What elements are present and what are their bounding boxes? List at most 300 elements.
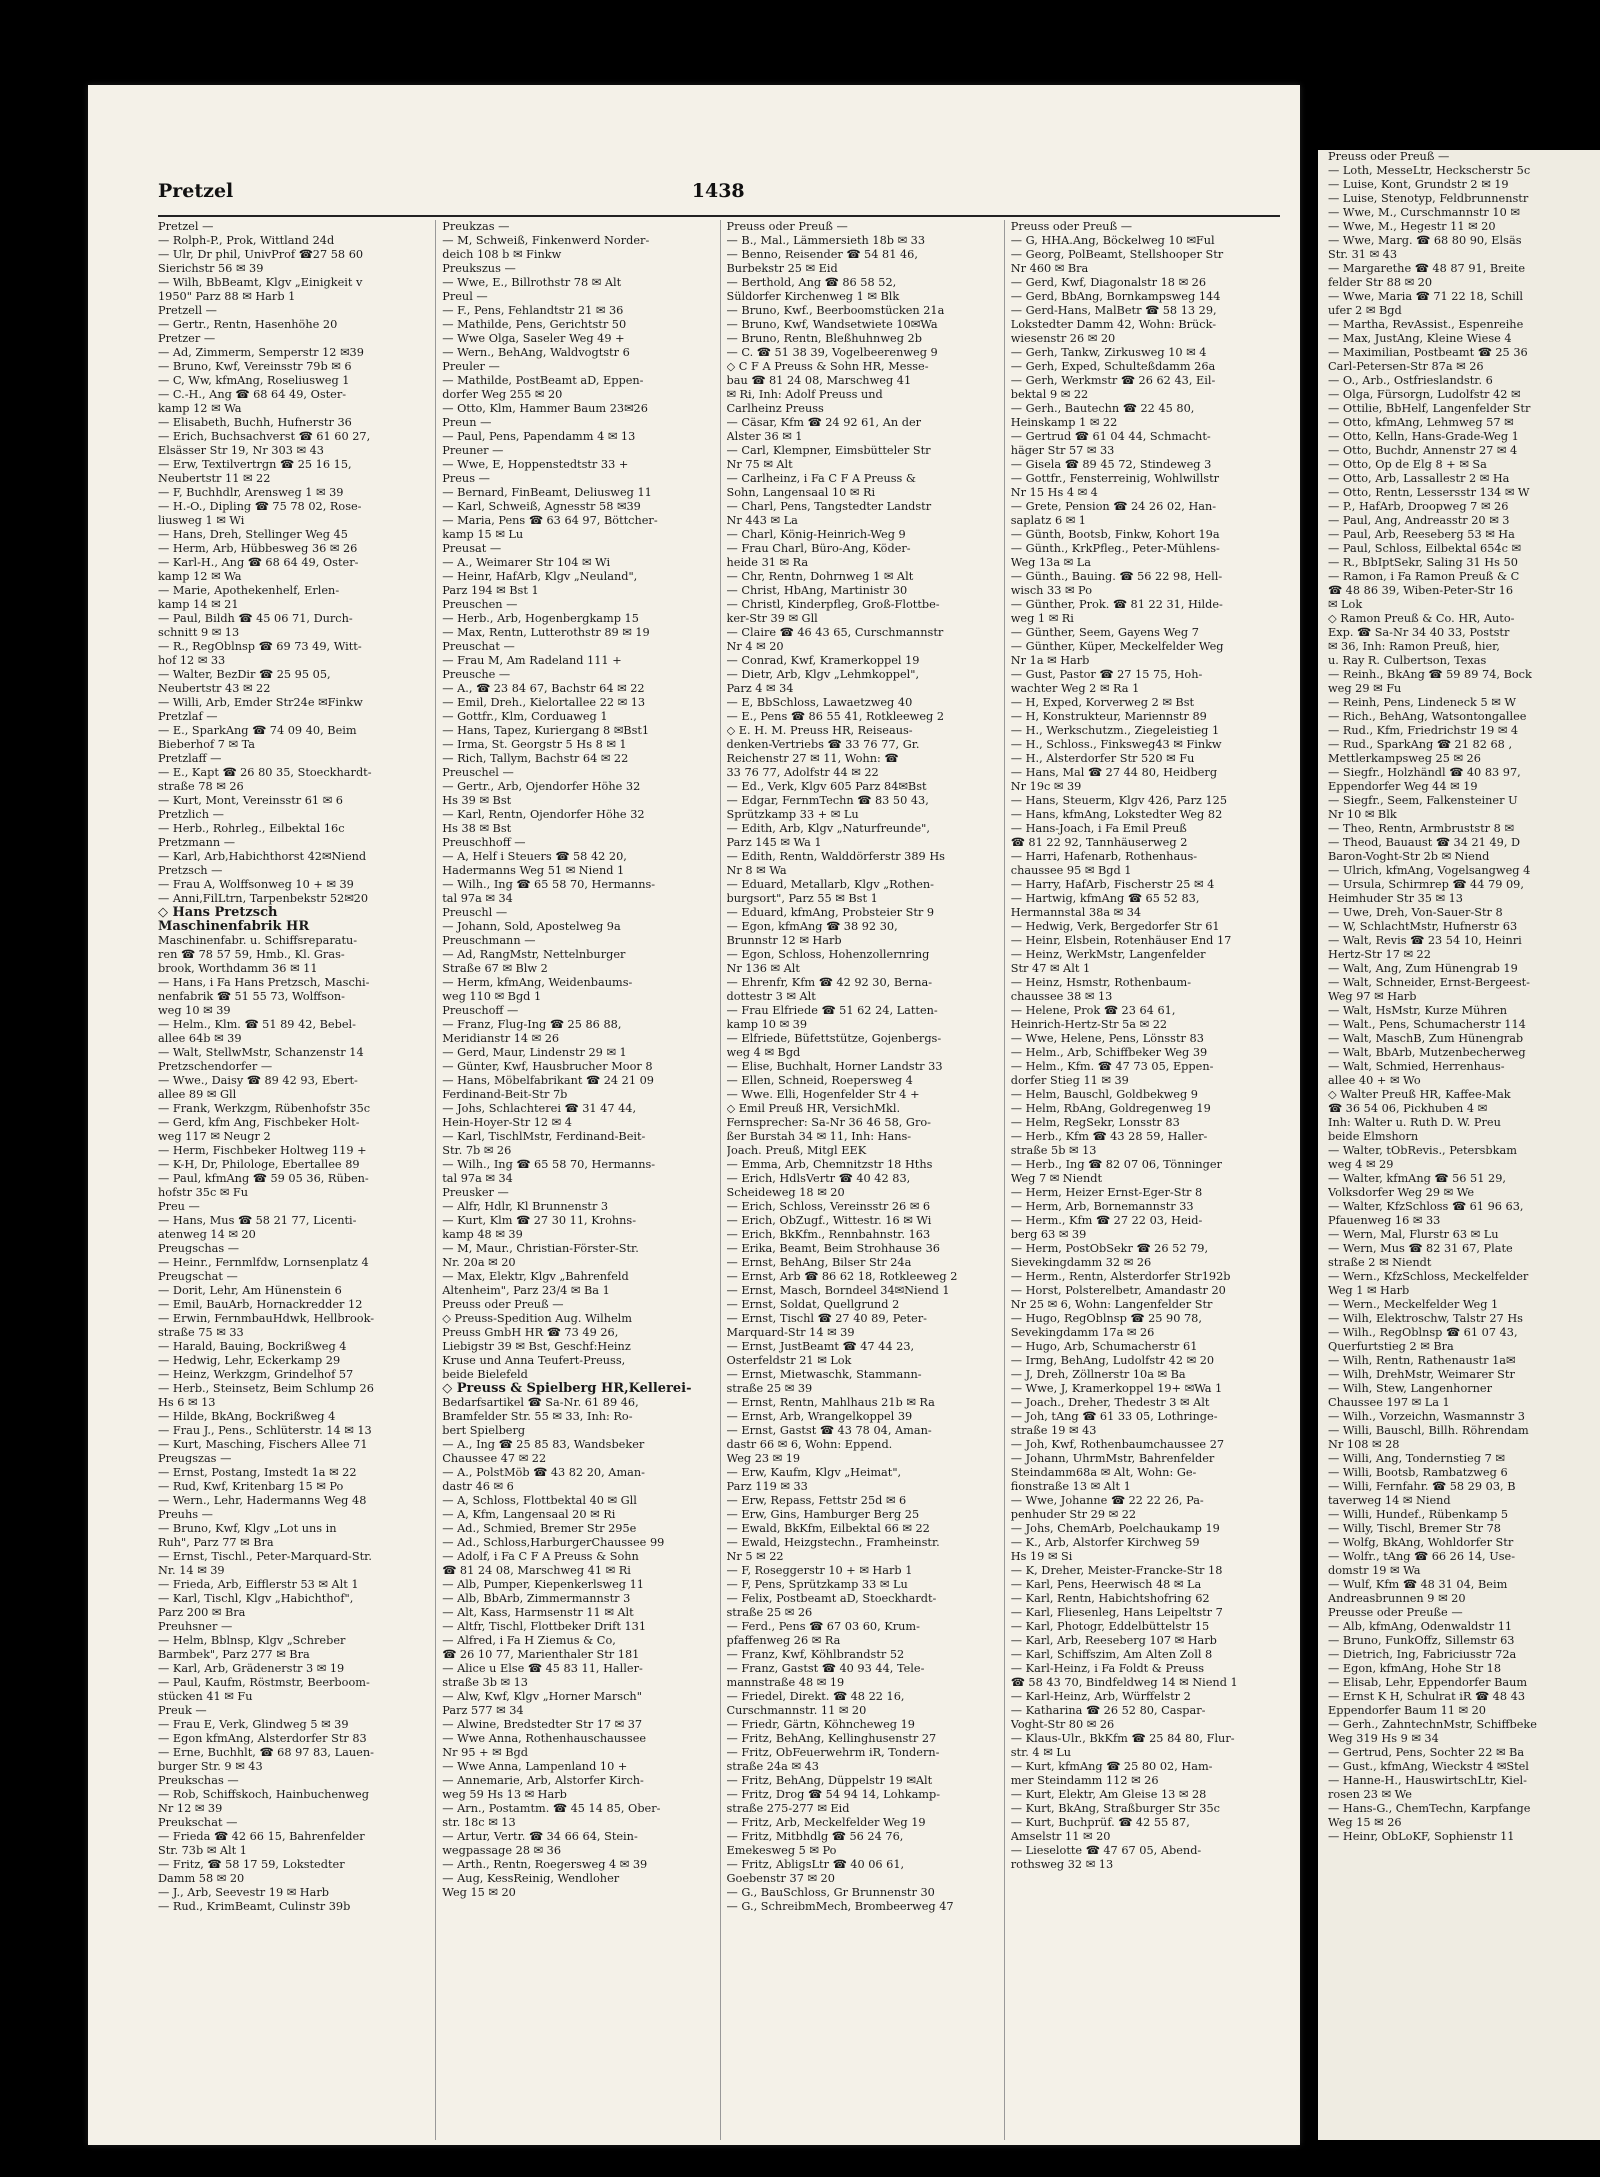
listing-entry: — Charl, Pens, Tangstedter Landstr <box>726 500 932 513</box>
listing-entry: — Frau J., Pens., Schlüterstr. 14 ✉ 13 <box>158 1424 372 1437</box>
listing-entry: Preuschen — <box>442 598 518 611</box>
listing-entry: — Wwe, E., Billrothstr 78 ✉ Alt <box>442 276 622 289</box>
listing-entry: — Otto, Kelln, Hans-Grade-Weg 1 <box>1328 430 1519 443</box>
listing-entry: saplatz 6 ✉ 1 <box>1010 514 1086 527</box>
listing-entry: Ruh", Parz 77 ✉ Bra <box>158 1536 274 1549</box>
listing-entry: — Herb., Rohrleg., Eilbektal 16c <box>158 822 345 835</box>
listing-entry: — Rich, Tallym, Bachstr 64 ✉ 22 <box>442 752 629 765</box>
listing-entry: Maschinenfabrik HR <box>158 920 310 934</box>
listing-entry: dastr 46 ✉ 6 <box>442 1480 514 1493</box>
listing-entry: Preugschat — <box>158 1270 238 1283</box>
listing-entry: Brunnstr 12 ✉ Harb <box>726 934 842 947</box>
listing-entry: Preuss oder Preuß — <box>726 220 848 233</box>
listing-entry: — Günther, Seem, Gayens Weg 7 <box>1010 626 1199 639</box>
listing-entry: taverweg 14 ✉ Niend <box>1328 1494 1451 1507</box>
listing-entry: — Hedwig, Lehr, Eckerkamp 29 <box>158 1354 341 1367</box>
listing-entry: straße 25 ✉ 39 <box>726 1382 813 1395</box>
listing-entry: wachter Weg 2 ✉ Ra 1 <box>1010 682 1140 695</box>
listing-entry: — Eduard, kfmAng, Probsteier Str 9 <box>726 906 935 919</box>
listing-entry: Inh: Walter u. Ruth D. W. Preu <box>1328 1116 1501 1129</box>
listing-entry: — K-H, Dr, Philologe, Ebertallee 89 <box>158 1158 360 1171</box>
listing-entry: — Emma, Arb, Chemnitzstr 18 Hths <box>726 1158 933 1171</box>
listing-entry: Preuschl — <box>442 906 508 919</box>
listing-entry: ◇ Preuss & Spielberg HR,Kellerei- <box>442 1382 692 1396</box>
listing-entry: Burbekstr 25 ✉ Eid <box>726 262 838 275</box>
listing-entry: — Karl-Heinz, i Fa Foldt & Preuss <box>1010 1662 1205 1675</box>
listing-entry: Pretzsch — <box>158 864 223 877</box>
listing-entry: — K., Arb, Alstorfer Kirchweg 59 <box>1010 1536 1200 1549</box>
listing-entry: — Bruno, Kwf, Klgv „Lot uns in <box>158 1522 337 1535</box>
listing-entry: Preusse oder Preuße — <box>1328 1606 1463 1619</box>
listing-entry: — Herm, Heizer Ernst-Eger-Str 8 <box>1010 1186 1203 1199</box>
listing-entry: Preukzas — <box>442 220 510 233</box>
listing-entry: — Wilh, Elektroschw, Talstr 27 Hs <box>1328 1312 1523 1325</box>
listing-entry: — Wwe, M., Curschmannstr 10 ✉ <box>1328 206 1520 219</box>
listing-entry: — Günther, Küper, Meckelfelder Weg <box>1010 640 1224 653</box>
listing-entry: — Erw, Repass, Fettstr 25d ✉ 6 <box>726 1494 907 1507</box>
listing-entry: — Gertr., Rentn, Hasenhöhe 20 <box>158 318 338 331</box>
listing-entry: — Bruno, Rentn, Bleßhuhnweg 2b <box>726 332 922 345</box>
listing-entry: Pretzlich — <box>158 808 224 821</box>
listing-entry: Preukszus — <box>442 262 516 275</box>
listing-entry: ◇ C F A Preuss & Sohn HR, Messe- <box>726 360 929 373</box>
listing-entry: Parz 4 ✉ 34 <box>726 682 794 695</box>
listing-entry: — Walt, Ang, Zum Hünengrab 19 <box>1328 962 1518 975</box>
listing-entry: ufer 2 ✉ Bgd <box>1328 304 1402 317</box>
listing-entry: — Fritz, Mitbhdlg ☎ 56 24 76, <box>726 1830 904 1843</box>
listing-entry: — Erich, ObZugf., Wittestr. 16 ✉ Wi <box>726 1214 932 1227</box>
listing-entry: — Fritz, BehAng, Düppelstr 19 ✉Alt <box>726 1774 933 1787</box>
page-number: 1438 <box>691 180 745 202</box>
listing-entry: — Claire ☎ 46 43 65, Curschmannstr <box>726 626 944 639</box>
listing-entry: — Wern., Lehr, Hadermanns Weg 48 <box>158 1494 367 1507</box>
listing-entry: Pretzer — <box>158 332 216 345</box>
listing-entry: — Benno, Reisender ☎ 54 81 46, <box>726 248 918 261</box>
listing-entry: — Luise, Stenotyp, Feldbrunnenstr <box>1328 192 1529 205</box>
listing-entry: — Frieda ☎ 42 66 15, Bahrenfelder <box>158 1830 365 1843</box>
listing-entry: — Paul, Ang, Andreasstr 20 ✉ 3 <box>1328 514 1510 527</box>
listing-entry: — Helm, Bauschl, Goldbekweg 9 <box>1010 1088 1198 1101</box>
listing-entry: — Alt, Kass, Harmsenstr 11 ✉ Alt <box>442 1606 634 1619</box>
listing-entry: — G., BauSchloss, Gr Brunnenstr 30 <box>726 1886 935 1899</box>
listing-entry: dorfer Stieg 11 ✉ 39 <box>1010 1074 1129 1087</box>
listing-entry: u. Ray R. Culbertson, Texas <box>1328 654 1487 667</box>
listing-entry: — Karl, Photogr, Eddelbüttelstr 15 <box>1010 1620 1210 1633</box>
listing-entry: — E., SparkAng ☎ 74 09 40, Beim <box>158 724 357 737</box>
listing-entry: — Karl, Schiffszim, Am Alten Zoll 8 <box>1010 1648 1213 1661</box>
listing-entry: — Egon kfmAng, Alsterdorfer Str 83 <box>158 1732 367 1745</box>
listing-entry: — Wwe, Johanne ☎ 22 22 26, Pa- <box>1010 1494 1204 1507</box>
listing-entry: — Walt, Schneider, Ernst-Bergeest- <box>1328 976 1530 989</box>
listing-entry: — Harry, HafArb, Fischerstr 25 ✉ 4 <box>1010 878 1215 891</box>
listing-entry: Sierichstr 56 ✉ 39 <box>158 262 264 275</box>
listing-columns <box>158 220 1288 2140</box>
listing-entry: Nr 12 ✉ 39 <box>158 1802 223 1815</box>
listing-entry: — Erich, Schloss, Vereinsstr 26 ✉ 6 <box>726 1200 931 1213</box>
listing-entry: Nr. 20a ✉ 20 <box>442 1256 516 1269</box>
listing-entry: — Edith, Arb, Klgv „Naturfreunde", <box>726 822 930 835</box>
listing-entry: Curschmannstr. 11 ✉ 20 <box>726 1704 867 1717</box>
listing-entry: — Erw, Gins, Hamburger Berg 25 <box>726 1508 920 1521</box>
listing-entry: — Franz, Kwf, Köhlbrandstr 52 <box>726 1648 905 1661</box>
listing-entry: — Wwe., Daisy ☎ 89 42 93, Ebert- <box>158 1074 358 1087</box>
listing-entry: Querfurtstieg 2 ✉ Bra <box>1328 1340 1454 1353</box>
listing-entry: Liebigstr 39 ✉ Bst, Geschf:Heinz <box>442 1340 631 1353</box>
listing-entry: — A, Schloss, Flottbektal 40 ✉ Gll <box>442 1494 637 1507</box>
listing-entry: — Margarethe ☎ 48 87 91, Breite <box>1328 262 1526 275</box>
listing-entry: — Hans-G., ChemTechn, Karpfange <box>1328 1802 1531 1815</box>
listing-entry: 33 76 77, Adolfstr 44 ✉ 22 <box>726 766 879 779</box>
listing-entry: Pretzell — <box>158 304 217 317</box>
listing-entry: ✉ 36, Inh: Ramon Preuß, hier, <box>1328 640 1500 653</box>
listing-entry: Weg 1 ✉ Harb <box>1328 1284 1410 1297</box>
listing-entry: — E., Kapt ☎ 26 80 35, Stoeckhardt- <box>158 766 372 779</box>
listing-entry: — Kurt, BkAng, Straßburger Str 35c <box>1010 1802 1220 1815</box>
listing-entry: — Heinr, HafArb, Klgv „Neuland", <box>442 570 638 583</box>
listing-entry: — Gerh, Werkmstr ☎ 26 62 43, Eil- <box>1010 374 1216 387</box>
listing-entry: — Karl, TischlMstr, Ferdinand-Beit- <box>442 1130 646 1143</box>
listing-entry: — M, Schweiß, Finkenwerd Norder- <box>442 234 650 247</box>
listing-entry: — Wwe Anna, Lampenland 10 + <box>442 1760 628 1773</box>
listing-entry: wiesenstr 26 ✉ 20 <box>1010 332 1116 345</box>
listing-entry: — Elise, Buchhalt, Horner Landstr 33 <box>726 1060 943 1073</box>
listing-entry: — C.-H., Ang ☎ 68 64 49, Oster- <box>158 388 347 401</box>
listing-entry: bau ☎ 81 24 08, Marschweg 41 <box>726 374 912 387</box>
listing-entry: — Fritz, BehAng, Kellinghusenstr 27 <box>726 1732 937 1745</box>
listing-entry: — Emil, BauArb, Hornackredder 12 <box>158 1298 363 1311</box>
listing-entry: Kruse und Anna Teufert-Preuss, <box>442 1354 626 1367</box>
listing-entry: — Klaus-Ulr., BkKfm ☎ 25 84 80, Flur- <box>1010 1732 1235 1745</box>
listing-entry: — Hugo, RegOblnsp ☎ 25 90 78, <box>1010 1312 1202 1325</box>
listing-entry: ☎ 48 86 39, Wiben-Peter-Str 16 <box>1328 584 1514 597</box>
listing-entry: — Willy, Tischl, Bremer Str 78 <box>1328 1522 1501 1535</box>
listing-entry: — Ewald, BkKfm, Eilbektal 66 ✉ 22 <box>726 1522 930 1535</box>
listing-entry: — Alb, BbArb, Zimmermannstr 3 <box>442 1592 631 1605</box>
listing-entry: — Herb., Ing ☎ 82 07 06, Tönninger <box>1010 1158 1222 1171</box>
listing-entry: — Heinr., Fernmlfdw, Lornsenplatz 4 <box>158 1256 369 1269</box>
listing-entry: — Alw, Kwf, Klgv „Horner Marsch" <box>442 1690 642 1703</box>
listing-entry: Preuler — <box>442 360 500 373</box>
listing-entry: — Ad., Schloss,HarburgerChaussee 99 <box>442 1536 665 1549</box>
listing-entry: — Ernst, Masch, Borndeel 34✉Niend 1 <box>726 1284 950 1297</box>
listing-entry: — Rich., BehAng, Watsontongallee <box>1328 710 1527 723</box>
listing-entry: — Gust, Pastor ☎ 27 15 75, Hoh- <box>1010 668 1203 681</box>
listing-entry: — Carlheinz, i Fa C F A Preuss & <box>726 472 916 485</box>
listing-entry: — Walter, tObRevis., Petersbkam <box>1328 1144 1517 1157</box>
listing-entry: — Ehrenfr, Kfm ☎ 42 92 30, Berna- <box>726 976 933 989</box>
listing-entry: — Wilh, DrehMstr, Weimarer Str <box>1328 1368 1515 1381</box>
listing-entry: Baron-Voght-Str 2b ✉ Niend <box>1328 850 1490 863</box>
listing-entry: — Siegfr., Holzhändl ☎ 40 83 97, <box>1328 766 1521 779</box>
listing-entry: Weg 97 ✉ Harb <box>1328 990 1417 1003</box>
listing-entry: — Walt., Pens, Schumacherstr 114 <box>1328 1018 1526 1031</box>
listing-entry: — Mathilde, Pens, Gerichtstr 50 <box>442 318 627 331</box>
listing-entry: — Walt, BbArb, Mutzenbecherweg <box>1328 1046 1526 1059</box>
listing-entry: — Max, Rentn, Lutterothstr 89 ✉ 19 <box>442 626 650 639</box>
listing-entry: burgsort", Parz 55 ✉ Bst 1 <box>726 892 878 905</box>
listing-entry: Süldorfer Kirchenweg 1 ✉ Blk <box>726 290 900 303</box>
listing-entry: Exp. ☎ Sa-Nr 34 40 33, Poststr <box>1328 626 1510 639</box>
listing-entry: — Maria, Pens ☎ 63 64 97, Böttcher- <box>442 514 658 527</box>
listing-entry: penhuder Str 29 ✉ 22 <box>1010 1508 1137 1521</box>
listing-entry: — Rud., SparkAng ☎ 21 82 68 , <box>1328 738 1513 751</box>
listing-entry: — Walter, BezDir ☎ 25 95 05, <box>158 668 331 681</box>
listing-entry: Str 47 ✉ Alt 1 <box>1010 962 1091 975</box>
listing-entry: — Erich, BkKfm., Rennbahnstr. 163 <box>726 1228 931 1241</box>
listing-entry: — G., SchreibmMech, Brombeerweg 47 <box>726 1900 954 1913</box>
listing-entry: Volksdorfer Weg 29 ✉ We <box>1328 1186 1475 1199</box>
listing-entry: — Ernst, Tischl ☎ 27 40 89, Peter- <box>726 1312 927 1325</box>
listing-entry: Preul — <box>442 290 488 303</box>
listing-entry: pfaffenweg 26 ✉ Ra <box>726 1634 841 1647</box>
listing-entry: — Dorit, Lehr, Am Hünenstein 6 <box>158 1284 342 1297</box>
listing-entry: — Hans, kfmAng, Lokstedter Weg 82 <box>1010 808 1223 821</box>
listing-entry: Nr 95 + ✉ Bgd <box>442 1746 528 1759</box>
listing-entry: — Willi, Ang, Tondernstieg 7 ✉ <box>1328 1452 1505 1465</box>
listing-entry: straße 3b ✉ 13 <box>442 1676 528 1689</box>
listing-entry: dorfer Weg 255 ✉ 20 <box>442 388 563 401</box>
listing-entry: — H., Alsterdorfer Str 520 ✉ Fu <box>1010 752 1195 765</box>
listing-entry: — Dietr, Arb, Klgv „Lehmkoppel", <box>726 668 920 681</box>
listing-entry: Nr 108 ✉ 28 <box>1328 1438 1400 1451</box>
listing-entry: — Ulr, Dr phil, UnivProf ☎27 58 60 <box>158 248 364 261</box>
listing-entry: — Ursula, Schirmrep ☎ 44 79 09, <box>1328 878 1524 891</box>
listing-entry: Nr 75 ✉ Alt <box>726 458 793 471</box>
listing-entry: Neubertstr 43 ✉ 22 <box>158 682 271 695</box>
listing-entry: Weg 13a ✉ La <box>1010 556 1091 569</box>
listing-entry: Preukschat — <box>158 1816 238 1829</box>
listing-entry: — Arn., Postamtm. ☎ 45 14 85, Ober- <box>442 1802 661 1815</box>
listing-entry: Pretzschendorfer — <box>158 1060 273 1073</box>
listing-entry: Nr 5 ✉ 22 <box>726 1550 784 1563</box>
listing-entry: — Ernst, Tischl., Peter-Marquard-Str. <box>158 1550 372 1563</box>
listing-entry: — J., Arb, Seevestr 19 ✉ Harb <box>158 1886 330 1899</box>
listing-entry: — Mathilde, PostBeamt aD, Eppen- <box>442 374 644 387</box>
listing-entry: ☎ 26 10 77, Marienthaler Str 181 <box>442 1648 640 1661</box>
listing-entry: Hein-Hoyer-Str 12 ✉ 4 <box>442 1116 572 1129</box>
listing-entry: Preuner — <box>442 444 504 457</box>
listing-entry: — Egon, kfmAng, Hohe Str 18 <box>1328 1662 1502 1675</box>
listing-entry: — Rud., KrimBeamt, Culinstr 39b <box>158 1900 351 1913</box>
listing-entry: — Luise, Kont, Grundstr 2 ✉ 19 <box>1328 178 1509 191</box>
listing-entry: Hs 6 ✉ 13 <box>158 1396 216 1409</box>
listing-entry: Marquard-Str 14 ✉ 39 <box>726 1326 855 1339</box>
adjacent-page-column <box>1328 150 1600 1844</box>
listing-entry: str. 18c ✉ 13 <box>442 1816 516 1829</box>
listing-entry: — Alb, Pumper, Kiepenkerlsweg 11 <box>442 1578 644 1591</box>
listing-entry: — Erwin, FernmbauHdwk, Hellbrook- <box>158 1312 375 1325</box>
listing-entry: Straße 67 ✉ Blw 2 <box>442 962 548 975</box>
listing-entry: — Willi, Fernfahr. ☎ 58 29 03, B <box>1328 1480 1516 1493</box>
listing-entry: Andreasbrunnen 9 ✉ 20 <box>1328 1592 1466 1605</box>
listing-entry: — Günther, Prok. ☎ 81 22 31, Hilde- <box>1010 598 1223 611</box>
listing-entry: rothsweg 32 ✉ 13 <box>1010 1858 1114 1871</box>
listing-entry: straße 25 ✉ 26 <box>726 1606 813 1619</box>
listing-entry: — A., Ing ☎ 25 85 83, Wandsbeker <box>442 1438 645 1451</box>
listing-entry: Parz 145 ✉ Wa 1 <box>726 836 822 849</box>
listing-entry: kamp 14 ✉ 21 <box>158 598 239 611</box>
listing-entry: — Reinh., BkAng ☎ 59 89 74, Bock <box>1328 668 1532 681</box>
listing-entry: — A., ☎ 23 84 67, Bachstr 64 ✉ 22 <box>442 682 645 695</box>
listing-entry: — Adolf, i Fa C F A Preuss & Sohn <box>442 1550 639 1563</box>
listing-entry: — Wilh, Stew, Langenhorner <box>1328 1382 1493 1395</box>
listing-entry: Parz 577 ✉ 34 <box>442 1704 524 1717</box>
header-rule <box>158 215 1280 217</box>
listing-entry: — Harri, Hafenarb, Rothenhaus- <box>1010 850 1198 863</box>
listing-entry: — Herm, Fischbeker Holtweg 119 + <box>158 1144 367 1157</box>
adjacent-page <box>1318 150 1600 2140</box>
listing-entry: — Conrad, Kwf, Kramerkoppel 19 <box>726 654 920 667</box>
listing-entry: — Kurt, Buchprüf. ☎ 42 55 87, <box>1010 1816 1190 1829</box>
listing-entry: — Alb, kfmAng, Odenwaldstr 11 <box>1328 1620 1513 1633</box>
listing-entry: — R., BbIptSekr, Saling 31 Hs 50 <box>1328 556 1518 569</box>
listing-entry: — Ernst, Arb, Wrangelkoppel 39 <box>726 1410 913 1423</box>
listing-entry: Steindamm68a ✉ Alt, Wohn: Ge- <box>1010 1466 1197 1479</box>
listing-entry: Fernsprecher: Sa-Nr 36 46 58, Gro- <box>726 1116 931 1129</box>
listing-entry: ✉ Ri, Inh: Adolf Preuss und <box>726 388 883 401</box>
listing-entry: bektal 9 ✉ 22 <box>1010 388 1089 401</box>
column-2 <box>442 220 720 2140</box>
listing-entry: Parz 119 ✉ 33 <box>726 1480 808 1493</box>
listing-entry: Preuhsner — <box>158 1620 233 1633</box>
listing-entry: — M, Maur., Christian-Förster-Str. <box>442 1242 639 1255</box>
listing-entry: Preusche — <box>442 668 511 681</box>
listing-entry: dottestr 3 ✉ Alt <box>726 990 816 1003</box>
listing-entry: — Maximilian, Postbeamt ☎ 25 36 <box>1328 346 1528 359</box>
listing-entry: Preuss GmbH HR ☎ 73 49 26, <box>442 1326 619 1339</box>
listing-entry: — Otto, Arb, Lassallestr 2 ✉ Ha <box>1328 472 1510 485</box>
listing-entry: — Martha, RevAssist., Espenreihe <box>1328 318 1524 331</box>
listing-entry: wisch 33 ✉ Po <box>1010 584 1092 597</box>
listing-entry: — Willi, Bauschl, Billh. Röhrendam <box>1328 1424 1529 1437</box>
listing-entry: ker-Str 39 ✉ Gll <box>726 612 818 625</box>
listing-entry: — Fritz, AbligsLtr ☎ 40 06 61, <box>726 1858 905 1871</box>
listing-entry: — Heinr, ObLoKF, Sophienstr 11 <box>1328 1830 1515 1843</box>
listing-entry: — Erich, Buchsachverst ☎ 61 60 27, <box>158 430 371 443</box>
listing-entry: — Wilh., Ing ☎ 65 58 70, Hermanns- <box>442 878 656 891</box>
listing-entry: beide Elmshorn <box>1328 1130 1419 1143</box>
listing-entry: heide 31 ✉ Ra <box>726 556 809 569</box>
listing-entry: — Franz, Gastst ☎ 40 93 44, Tele- <box>726 1662 925 1675</box>
listing-entry: Voght-Str 80 ✉ 26 <box>1010 1718 1115 1731</box>
listing-entry: weg 110 ✉ Bgd 1 <box>442 990 542 1003</box>
listing-entry: — Helm, RegSekr, Lonsstr 83 <box>1010 1116 1180 1129</box>
listing-entry: Preuss oder Preuß — <box>1328 150 1450 163</box>
listing-entry: Pretzel — <box>158 220 214 233</box>
listing-entry: — Wwe, Helene, Pens, Lönsstr 83 <box>1010 1032 1204 1045</box>
listing-entry: — Wwe, Maria ☎ 71 22 18, Schill <box>1328 290 1524 303</box>
listing-entry: — A, Helf i Steuers ☎ 58 42 20, <box>442 850 627 863</box>
listing-entry: — E., Pens ☎ 86 55 41, Rotkleeweg 2 <box>726 710 945 723</box>
listing-entry: — C. ☎ 51 38 39, Vogelbeerenweg 9 <box>726 346 938 359</box>
listing-entry: — Uwe, Dreh, Von-Sauer-Str 8 <box>1328 906 1503 919</box>
listing-entry: Hs 39 ✉ Bst <box>442 794 512 807</box>
listing-entry: — Kurt, kfmAng ☎ 25 80 02, Ham- <box>1010 1760 1213 1773</box>
listing-entry: Nr 443 ✉ La <box>726 514 798 527</box>
listing-entry: chaussee 95 ✉ Bgd 1 <box>1010 864 1132 877</box>
listing-entry: — Karl-Heinz, Arb, Würffelstr 2 <box>1010 1690 1191 1703</box>
listing-entry: — Frau A, Wolffsonweg 10 + ✉ 39 <box>158 878 354 891</box>
listing-entry: wegpassage 28 ✉ 36 <box>442 1844 562 1857</box>
listing-entry: — Ad., Schmied, Bremer Str 295e <box>442 1522 637 1535</box>
listing-entry: — Ad, Zimmerm, Semperstr 12 ✉39 <box>158 346 364 359</box>
listing-entry: — Helm., Arb, Schiffbeker Weg 39 <box>1010 1046 1208 1059</box>
listing-entry: kamp 12 ✉ Wa <box>158 570 242 583</box>
listing-entry: — Hilde, BkAng, Bockrißweg 4 <box>158 1410 336 1423</box>
listing-entry: — Eduard, Metallarb, Klgv „Rothen- <box>726 878 935 891</box>
listing-entry: — Heinz, WerkMstr, Langenfelder <box>1010 948 1206 961</box>
listing-entry: Chaussee 47 ✉ 22 <box>442 1452 547 1465</box>
listing-entry: — Wern., Meckelfelder Weg 1 <box>1328 1298 1499 1311</box>
listing-entry: weg 4 ✉ 29 <box>1328 1158 1394 1171</box>
listing-entry: ren ☎ 78 57 59, Hmb., Kl. Gras- <box>158 948 345 961</box>
listing-entry: — Wwe, Marg. ☎ 68 80 90, Elsäs <box>1328 234 1522 247</box>
listing-entry: straße 24a ✉ 43 <box>726 1760 819 1773</box>
listing-entry: ◇ Emil Preuß HR, VersichMkl. <box>726 1102 901 1115</box>
listing-entry: Nr 15 Hs 4 ✉ 4 <box>1010 486 1098 499</box>
listing-entry: — Katharina ☎ 26 52 80, Caspar- <box>1010 1704 1206 1717</box>
listing-entry: Parz 194 ✉ Bst 1 <box>442 584 539 597</box>
listing-entry: — Gerh, Exped, Schulteßdamm 26a <box>1010 360 1216 373</box>
listing-entry: — Herm, PostObSekr ☎ 26 52 79, <box>1010 1242 1209 1255</box>
listing-entry: Heinrich-Hertz-Str 5a ✉ 22 <box>1010 1018 1168 1031</box>
listing-entry: chaussee 38 ✉ 13 <box>1010 990 1113 1003</box>
column-4 <box>1011 220 1288 2140</box>
listing-entry: Preu — <box>158 1200 200 1213</box>
listing-entry: — Artur, Vertr. ☎ 34 66 64, Stein- <box>442 1830 638 1843</box>
listing-entry: Preuss oder Preuß — <box>1010 220 1133 233</box>
listing-entry: — Otto, kfmAng, Lehmweg 57 ✉ <box>1328 416 1514 429</box>
listing-entry: — Frau M, Am Radeland 111 + <box>442 654 622 667</box>
listing-entry: — Paul, Arb, Reeseberg 53 ✉ Ha <box>1328 528 1515 541</box>
listing-entry: — Elisab, Lehr, Eppendorfer Baum <box>1328 1676 1528 1689</box>
listing-entry: — Ferd., Pens ☎ 67 03 60, Krum- <box>726 1620 920 1633</box>
listing-entry: rosen 23 ✉ We <box>1328 1788 1412 1801</box>
listing-entry: — Rud., Kfm, Friedrichstr 19 ✉ 4 <box>1328 724 1519 737</box>
listing-entry: Hertz-Str 17 ✉ 22 <box>1328 948 1431 961</box>
listing-entry: — Paul, Pens, Papendamm 4 ✉ 13 <box>442 430 636 443</box>
listing-entry: — Paul, Kaufm, Röstmstr, Beerboom- <box>158 1676 370 1689</box>
listing-entry: Alster 36 ✉ 1 <box>726 430 803 443</box>
listing-entry: kamp 15 ✉ Lu <box>442 528 524 541</box>
listing-entry: dastr 66 ✉ 6, Wohn: Eppend. <box>726 1438 893 1451</box>
listing-entry: — Aug, KessReinig, Wendloher <box>442 1872 620 1885</box>
listing-entry: 1950" Parz 88 ✉ Harb 1 <box>158 290 296 303</box>
listing-entry: weg 59 Hs 13 ✉ Harb <box>442 1788 567 1801</box>
listing-entry: stücken 41 ✉ Fu <box>158 1690 253 1703</box>
listing-entry: Hadermanns Weg 51 ✉ Niend 1 <box>442 864 625 877</box>
listing-entry: Preuhs — <box>158 1508 213 1521</box>
listing-entry: weg 29 ✉ Fu <box>1328 682 1402 695</box>
listing-entry: — Rud, Kwf, Kritenbarg 15 ✉ Po <box>158 1480 344 1493</box>
listing-entry: — Erne, Buchhlt, ☎ 68 97 83, Lauen- <box>158 1746 374 1759</box>
listing-entry: — Anni,FilLtrn, Tarpenbekstr 52✉20 <box>158 892 369 905</box>
listing-entry: — P., HafArb, Droopweg 7 ✉ 26 <box>1328 500 1509 513</box>
listing-entry: liusweg 1 ✉ Wi <box>158 514 245 527</box>
listing-entry: straße 75 ✉ 33 <box>158 1326 244 1339</box>
listing-entry: — Heinz, Hsmstr, Rothenbaum- <box>1010 976 1192 989</box>
listing-entry: Str. 73b ✉ Alt 1 <box>158 1844 247 1857</box>
listing-entry: — Willi, Bootsb, Rambatzweg 6 <box>1328 1466 1508 1479</box>
listing-entry: kamp 48 ✉ 39 <box>442 1228 523 1241</box>
listing-entry: — Wwe, J, Kramerkoppel 19+ ✉Wa 1 <box>1010 1382 1223 1395</box>
listing-entry: — Johs, ChemArb, Poelchaukamp 19 <box>1010 1522 1220 1535</box>
listing-entry: allee 64b ✉ 39 <box>158 1032 242 1045</box>
listing-entry: — Günth, Bootsb, Finkw, Kohort 19a <box>1010 528 1220 541</box>
listing-entry: — Wilh., Ing ☎ 65 58 70, Hermanns- <box>442 1158 656 1171</box>
listing-entry: — Gerd, Kwf, Diagonalstr 18 ✉ 26 <box>1010 276 1207 289</box>
listing-entry: brook, Worthdamm 36 ✉ 11 <box>158 962 318 975</box>
